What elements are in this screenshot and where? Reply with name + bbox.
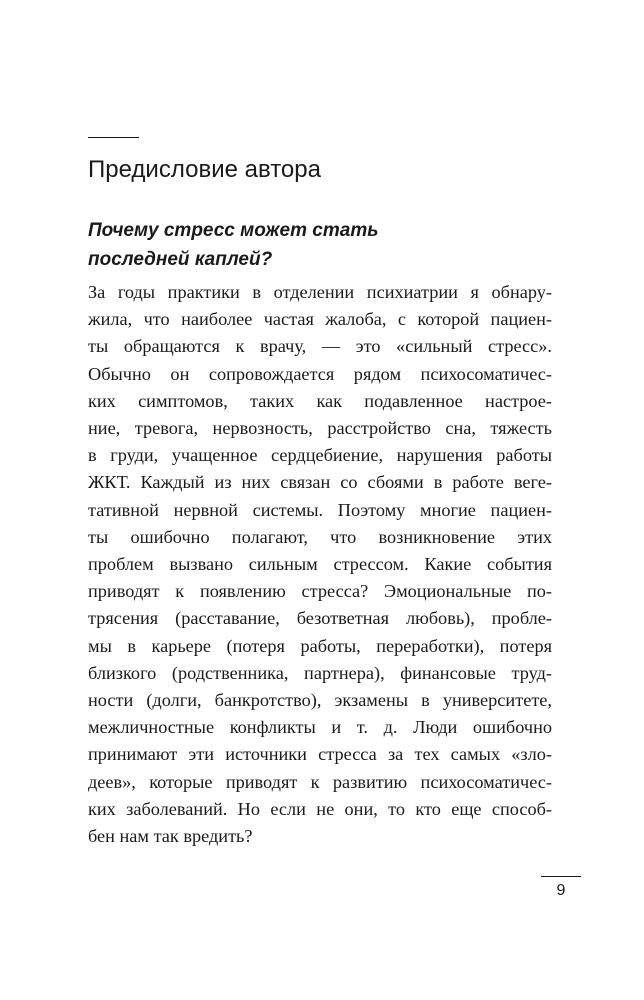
body-line: в груди, учащенное сердцебиение, нарушения работы	[88, 445, 552, 466]
body-line: межличностные конфликты и т. д. Люди ошибочно	[88, 717, 552, 738]
body-line: бен нам так вредить?	[88, 826, 253, 847]
section-heading-line: Почему стресс может стать	[88, 220, 379, 241]
body-line: ЖКТ. Каждый из них связан со сбоями в работе веге-	[88, 472, 552, 493]
body-line: ких заболеваний. Но если не они, то кто еще способ-	[88, 798, 552, 819]
body-line: ности (долги, банкротство), экзамены в университете,	[88, 690, 552, 711]
body-line: проблем вызвано сильным стрессом. Какие события	[88, 554, 552, 575]
body-line: ние, тревога, нервозность, расстройство сна, тяжесть	[88, 418, 552, 439]
body-line: ты ошибочно полагают, что возникновение этих	[88, 526, 552, 547]
body-line: ких симптомов, таких как подавленное настрое-	[88, 390, 552, 411]
footer-divider	[541, 876, 581, 877]
body-line: Обычно он сопровождается рядом психосоматичес-	[88, 363, 552, 384]
body-line: За годы практики в отделении психиатрии я обнару-	[88, 282, 552, 302]
body-line: деев», которые приводят к развитию психосоматичес-	[88, 771, 552, 792]
top-divider	[88, 137, 139, 138]
body-line: ты обращаются к врачу, — это «сильный стресс».	[88, 336, 552, 357]
body-line: трясения (расставание, безответная любовь), пробле-	[88, 608, 552, 629]
chapter-title: Предисловие автора	[88, 156, 321, 183]
body-line: приводят к появлению стресса? Эмоциональные по-	[88, 581, 552, 602]
body-line: близкого (родственника, партнера), финансовые труд-	[88, 662, 552, 683]
page-number: 9	[556, 882, 566, 899]
body-line: жила, что наиболее частая жалоба, с которой пациен-	[88, 309, 552, 330]
section-heading-line: последней каплей?	[88, 249, 273, 270]
body-line: принимают эти источники стресса за тех самых «зло-	[88, 744, 552, 765]
body-paragraph	[88, 279, 552, 850]
section-heading	[88, 216, 379, 274]
body-line: тативной нервной системы. Поэтому многие пациен-	[88, 499, 552, 520]
body-line: мы в карьере (потеря работы, переработки), потеря	[88, 635, 552, 656]
